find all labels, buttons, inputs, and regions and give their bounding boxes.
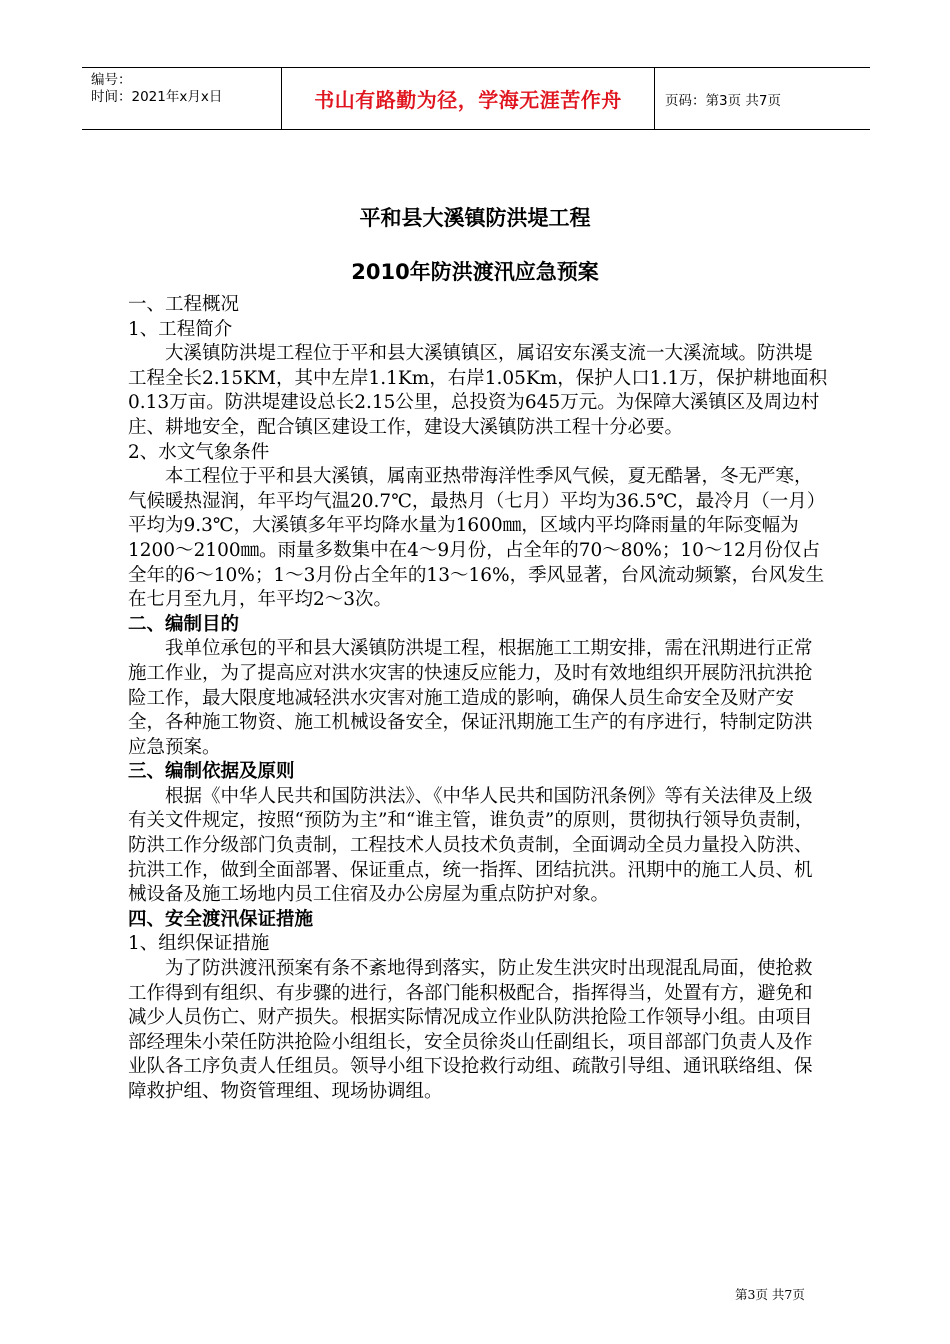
time-label: 时间：2021年x月x日 [91, 89, 223, 105]
paragraph: 为了防洪渡汛预案有条不紊地得到落实，防止发生洪灾时出现混乱局面，使抢救工作得到有组织、有步骤的进行，各部门能积极配合，指挥得当，处置有方，避免和减少人员伤亡、财产损失。根据实际情况成立作业队防洪抢险工作领导小组。由项目部经理朱小荣任防洪抢险小组组长，安全员徐炎山任副组长，项目部部门负责人及作业队各工序负责人任组员。领导小组下设抢救行动组、疏散引导组、通讯联络组、保障救护组、物资管理组、现场协调组。 [128, 958, 813, 1102]
section-heading: 二、编制目的 [128, 613, 240, 635]
paragraph: 大溪镇防洪堤工程位于平和县大溪镇镇区，属诏安东溪支流一大溪流域。防洪堤工程全长2.15KM，其中左岸1.1Km，右岸1.05Km，保护人口1.1万，保护耕地面积0.13万亩。防洪堤建设总长2.15公里，总投资为645万元。为保障大溪镇区及周边村庄、耕地安全，配合镇区建设工作，建设大溪镇防洪工程十分必要。 [128, 343, 828, 438]
document-subtitle: 2010年防洪渡汛应急预案 [351, 260, 599, 284]
document-title: 平和县大溪镇防洪堤工程 [359, 206, 591, 230]
page-header [82, 67, 870, 130]
page-footer: 第3页 共7页 [735, 1287, 805, 1302]
paragraph: 根据《中华人民共和国防洪法》、《中华人民共和国防汛条例》等有关法律及上级有关文件规定，按照“预防为主”和“谁主管，谁负责”的原则，贯彻执行领导负责制，防洪工作分级部门负责制，工程技术人员技术负责制，全面调动全员力量投入防洪、抗洪工作，做到全面部署、保证重点，统一指挥、团结抗洪。汛期中的施工人员、机械设备及施工场地内员工住宿及办公房屋为重点防护对象。 [128, 785, 814, 906]
section-heading: 三、编制依据及原则 [128, 761, 295, 783]
paragraph: 本工程位于平和县大溪镇，属南亚热带海洋性季风气候，夏无酷暑，冬无严寒，气候暖热湿润，年平均气温20.7℃，最热月（七月）平均为36.5℃，最冷月（一月）平均为9.3℃，大溪镇多年平均降水量为1600㎜，区域内平均降雨量的年际变幅为1200～2100㎜。雨量多数集中在4～9月份，占全年的70～80%；10～12月份仅占全年的6～10%；1～3月份占全年的13～16%，季风显著，台风流动频繁，台风发生在七月至九月，年平均2～3次。 [128, 466, 826, 611]
number-label: 编号： [91, 72, 132, 88]
section-heading: 一、工程概况 [128, 294, 240, 315]
subsection-heading: 2、水文气象条件 [128, 441, 270, 463]
subsection-heading: 1、工程简介 [128, 318, 233, 340]
header-motto: 书山有路勤为径，学海无涯苦作舟 [282, 68, 655, 129]
header-meta [82, 68, 282, 129]
paragraph: 我单位承包的平和县大溪镇防洪堤工程，根据施工工期安排，需在汛期进行正常施工作业，为了提高应对洪水灾害的快速反应能力，及时有效地组织开展防汛抗洪抢险工作，最大限度地减轻洪水灾害对施工造成的影响，确保人员生命安全及财产安全，各种施工物资、施工机械设备安全，保证汛期施工生产的有序进行，特制定防洪应急预案。 [128, 638, 813, 758]
document-body [128, 293, 828, 1105]
subsection-heading: 1、组织保证措施 [128, 933, 270, 955]
section-heading: 四、安全渡汛保证措施 [128, 908, 314, 930]
header-page-number: 页码：第3页 共7页 [665, 92, 781, 109]
